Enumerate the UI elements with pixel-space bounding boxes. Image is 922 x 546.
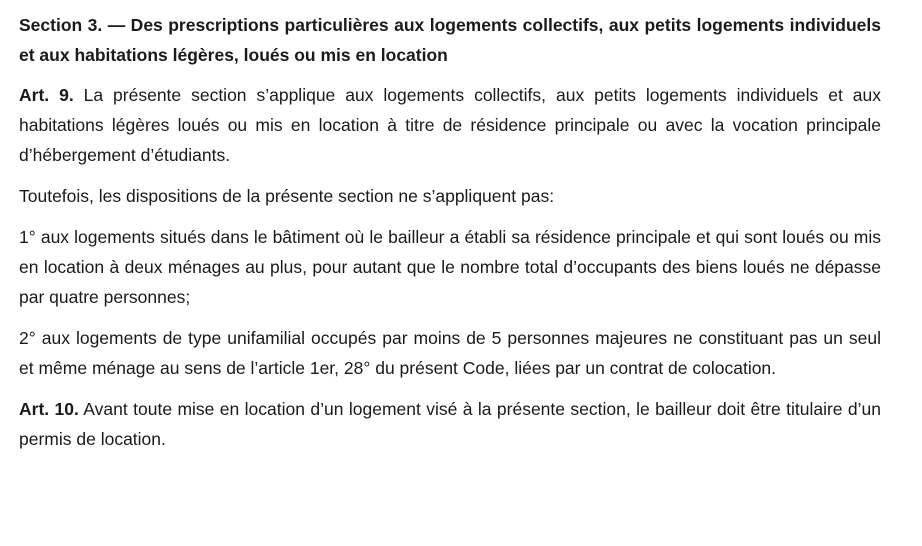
exception-intro: Toutefois, les dispositions de la présente section ne s’appliquent pas: — [19, 186, 555, 206]
article-10-label: Art. 10. — [19, 399, 79, 419]
document-page — [19, 10, 881, 454]
section-heading: Section 3. — Des prescriptions particulières aux logements collectifs, aux petits logements individuels et aux habitations légères, loués ou mis en location — [19, 15, 881, 65]
article-9-label: Art. 9. — [19, 85, 74, 105]
article-10 — [19, 394, 881, 454]
article-10-text: Avant toute mise en location d’un logement visé à la présente section, le bailleur doit être titulaire d’un permis de location. — [19, 399, 881, 449]
article-9-text: La présente section s’applique aux logements collectifs, aux petits logements individuels et aux habitations légères loués ou mis en location à titre de résidence principale ou avec la vocation principale d’hébergement d’étudiants. — [19, 85, 881, 165]
exception-item-1: 1° aux logements situés dans le bâtiment où le bailleur a établi sa résidence principale et qui sont loués ou mis en location à deux ménages au plus, pour autant que le nombre total d’occupants des biens loués ne dépasse par quatre personnes; — [19, 227, 881, 307]
exception-item-2: 2° aux logements de type unifamilial occupés par moins de 5 personnes majeures ne constituant pas un seul et même ménage au sens de l’article 1er, 28° du présent Code, liées par un contrat de colocation. — [19, 328, 881, 378]
article-9 — [19, 80, 881, 170]
